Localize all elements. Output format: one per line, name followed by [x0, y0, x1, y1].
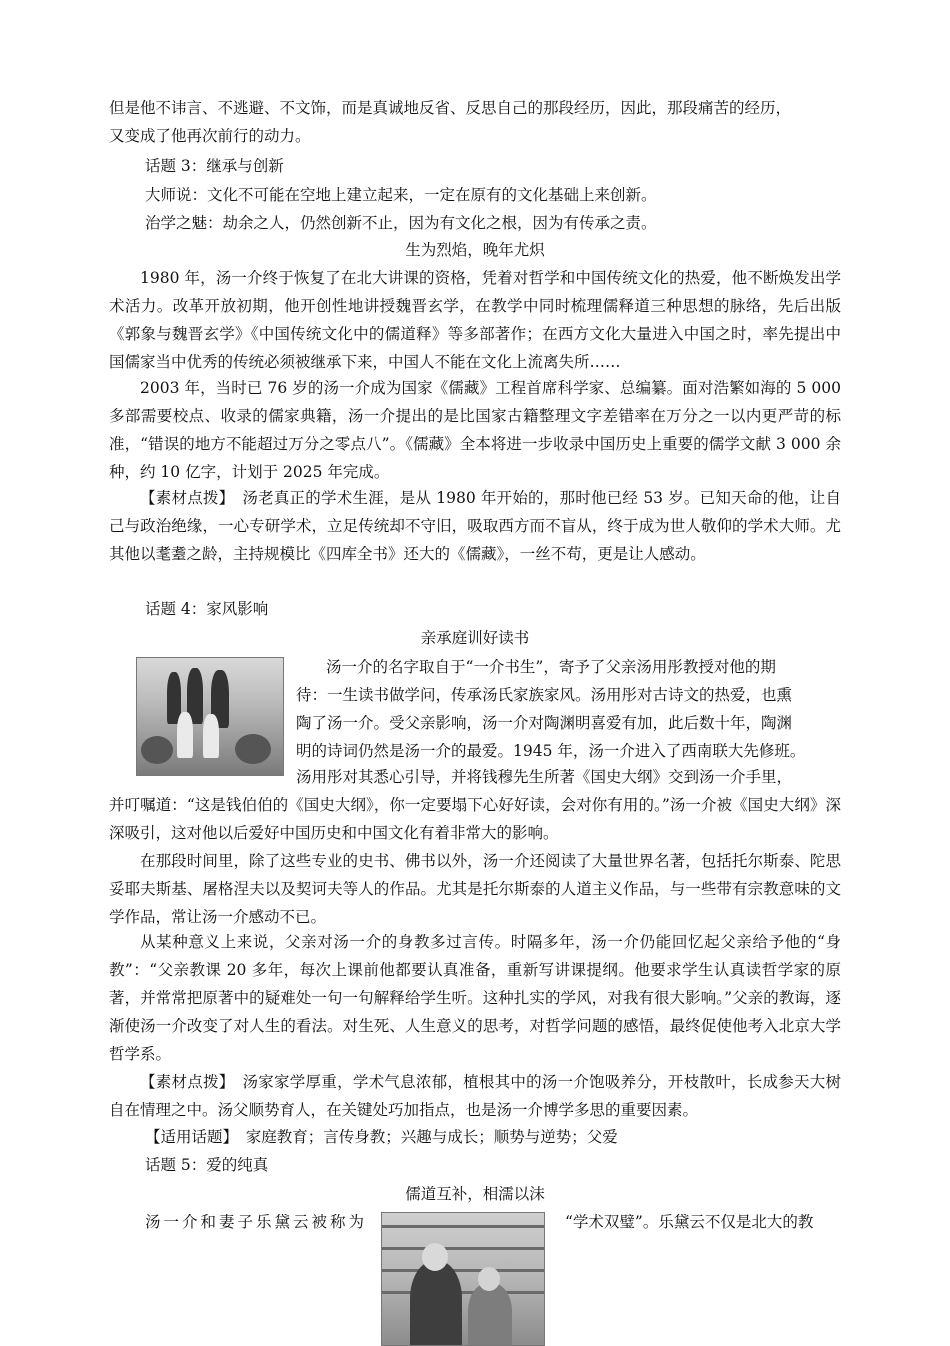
paragraph-line: 陶了汤一介。受父亲影响，汤一介对陶渊明喜爱有加，此后数十年，陶渊 [296, 714, 793, 732]
paragraph-line: “学术双璧”。乐黛云不仅是北大的教 [565, 1213, 814, 1231]
couple-photo [381, 1212, 545, 1346]
paragraph: 1980 年，汤一介终于恢复了在北大讲课的资格，凭着对哲学和中国传统文化的热爱，他不断焕发出学术活力。改革开放初期，他开创性地讲授魏晋玄学，在教学中同时梳理儒释道三种思想的脉络，先后出版《郭象与魏晋玄学》《中国传统文化中的儒道释》等多部著作；在西方文化大量进入中国之时，率先提出中国儒家当中优秀的传统必须被继承下来，中国人不能在文化上流离失所…… [109, 269, 841, 371]
topic-heading: 话题 4：家风影响 [145, 600, 269, 618]
paragraph-line: 汤用彤对其悉心引导，并将钱穆先生所著《国史大纲》交到汤一介手里， [296, 768, 793, 786]
paragraph: 2003 年，当时已 76 岁的汤一介成为国家《儒藏》工程首席科学家、总编纂。面对浩繁如海的 5 000 多部需要校点、收录的儒家典籍，汤一介提出的是比国家古籍整理文字差错率在万分之一以内更严苛的标准，“错误的地方不能超过万分之零点八”。《儒藏》全本将进一步收录中国历史上重要的儒学文献 3 000 余种，约 10 亿字，计划于 2025 年完成。 [109, 379, 841, 481]
paragraph-line: 明的诗词仍然是汤一介的最爱。1945 年，汤一介进入了西南联大先修班。 [296, 742, 806, 760]
paragraph-line: 汤一介的名字取自于“一介书生”，寄予了父亲汤用彤教授对他的期 [326, 658, 776, 676]
master-says: 大师说：文化不可能在空地上建立起来，一定在原有的文化基础上来创新。 [145, 186, 657, 204]
study-charm: 治学之魅：劫余之人，仍然创新不止，因为有文化之根，因为有传承之责。 [145, 214, 657, 232]
section-heading: 生为烈焰，晚年尤炽 [405, 241, 545, 259]
section-heading: 儒道互补，相濡以沫 [405, 1185, 545, 1203]
paragraph-line: 汤一介和妻子乐黛云被称为 [145, 1213, 368, 1231]
material-comment: 【素材点拨】 汤家家学厚重，学术气息浓郁，植根其中的汤一介饱吸养分，开枝散叶，长成参天大树自在情理之中。汤父顺势育人，在关键处巧加指点，也是汤一介博学多思的重要因素。 [109, 1073, 841, 1119]
paragraph-line: 但是他不讳言、不逃避、不文饰，而是真诚地反省、反思自己的那段经历，因此，那段痛苦的经历， [109, 99, 792, 117]
paragraph: 并叮嘱道：“这是钱伯伯的《国史大纲》，你一定要塌下心好好读，会对你有用的。”汤一介被《国史大纲》深深吸引，这对他以后爱好中国历史和中国文化有着非常大的影响。 [109, 796, 841, 842]
paragraph-line: 待：一生读书做学问，传承汤氏家族家风。汤用彤对古诗文的热爱，也熏 [296, 686, 793, 704]
topic-heading: 话题 3：继承与创新 [145, 157, 284, 175]
family-photo [136, 657, 284, 776]
topic-heading: 话题 5：爱的纯真 [145, 1156, 269, 1174]
section-heading: 亲承庭训好读书 [420, 629, 530, 647]
paragraph: 从某种意义上来说，父亲对汤一介的身教多过言传。时隔多年，汤一介仍能回忆起父亲给予他的“身教”：“父亲教课 20 多年，每次上课前他都要认真准备，重新写讲课提纲。他要求学生认真读哲学家的原著，并常常把原著中的疑难处一句一句解释给学生听。这种扎实的学风，对我有很大影响。”父亲的教诲，逐渐使汤一介改变了对人生的看法。对生死、人生意义的思考，对哲学问题的感悟，最终促使他考入北京大学哲学系。 [109, 933, 841, 1063]
applicable-topics: 【适用话题】 家庭教育；言传身教；兴趣与成长；顺势与逆势；父爱 [145, 1128, 618, 1146]
material-comment: 【素材点拨】 汤老真正的学术生涯，是从 1980 年开始的，那时他已经 53 岁。已知天命的他，让自己与政治绝缘，一心专研学术，立足传统却不守旧，吸取西方而不盲从，终于成为世人敬仰的学术大师。尤其他以耄耋之龄，主持规模比《四库全书》还大的《儒藏》，一丝不苟，更是让人感动。 [109, 489, 841, 563]
paragraph: 在那段时间里，除了这些专业的史书、佛书以外，汤一介还阅读了大量世界名著，包括托尔斯泰、陀思妥耶夫斯基、屠格涅夫以及契诃夫等人的作品。尤其是托尔斯泰的人道主义作品，与一些带有宗教意味的文学作品，常让汤一介感动不已。 [109, 852, 841, 926]
paragraph-line: 又变成了他再次前行的动力。 [109, 127, 311, 145]
